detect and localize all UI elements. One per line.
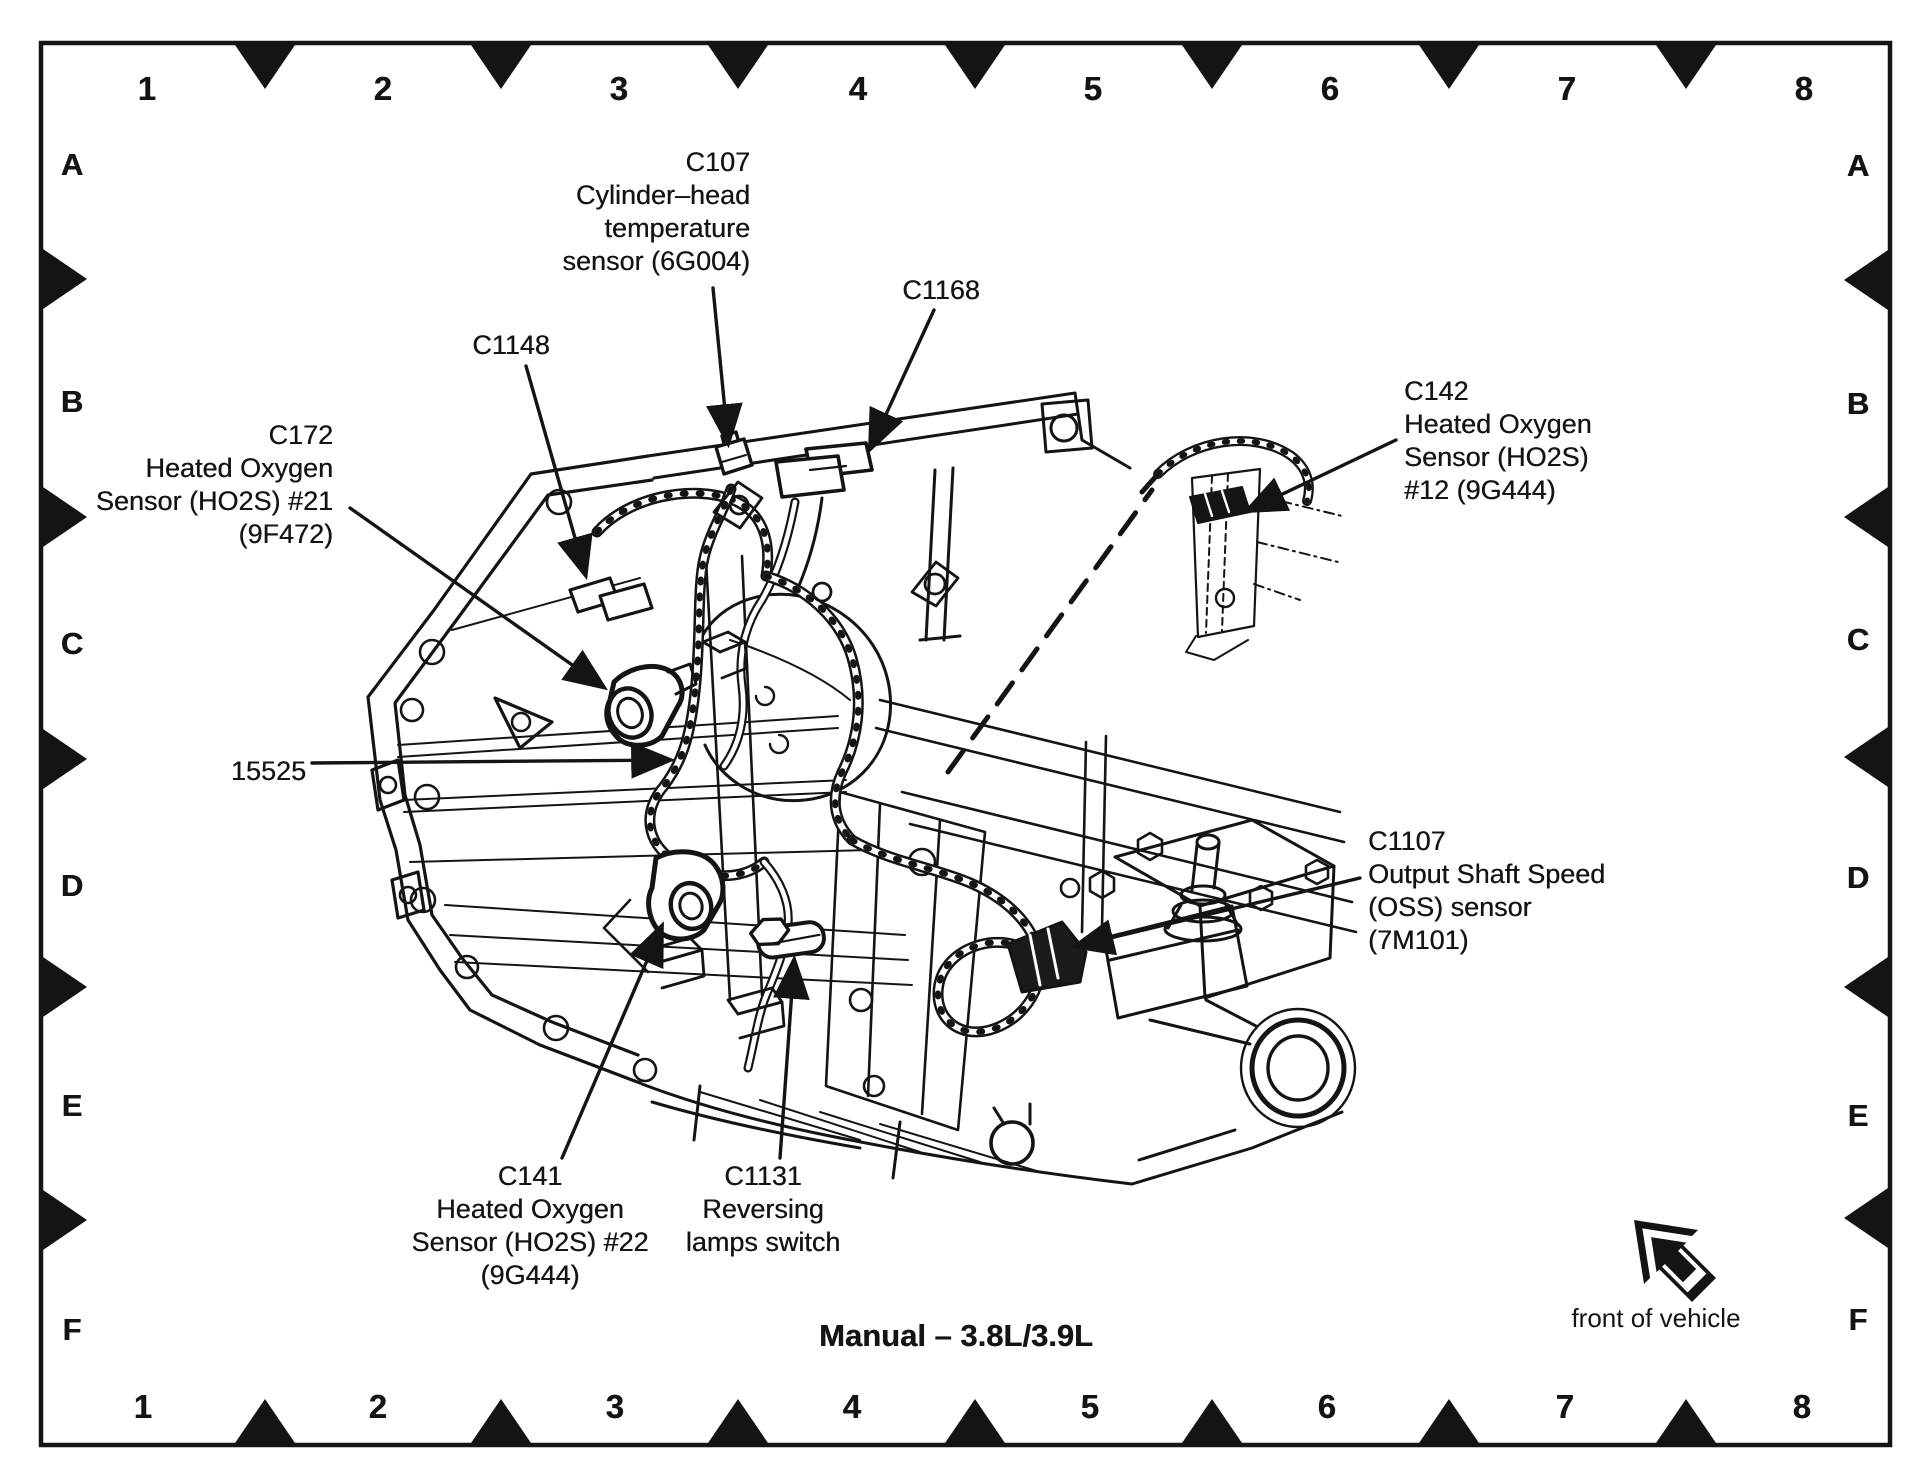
front-of-vehicle-arrow-icon [1634,1220,1716,1302]
callout-c1107: C1107 Output Shaft Speed (OSS) sensor (7M101) [1368,826,1606,955]
grid-row-label: E [1847,1098,1869,1133]
grid-col-label: 2 [368,1388,388,1425]
callout-c1168: C1168 [902,275,980,305]
grid-col-label: 6 [1320,70,1340,107]
grid-col-label: 4 [848,70,868,107]
leader-c107 [713,288,728,441]
grid-col-label: 5 [1083,70,1103,107]
grid-row-label: D [60,868,84,903]
leader-15525 [312,760,668,763]
callout-c142: C142 Heated Oxygen Sensor (HO2S) #12 (9G444) [1404,376,1592,505]
grid-col-label: 1 [137,70,157,107]
grid-row-label: A [60,147,84,182]
transmission-drawing [312,288,1396,1184]
connector-oss-c1107 [1008,922,1086,992]
grid-col-label: 7 [1555,1388,1575,1425]
sensor-c141-ho2s22 [604,852,723,972]
grid-row-label: A [1846,148,1870,183]
grid-row-label: B [60,384,84,419]
leader-c172 [350,508,602,686]
leader-c1168 [871,310,934,447]
grid-row-label: F [62,1312,82,1347]
callout-c1131: C1131 Reversing lamps switch [685,1161,841,1257]
diagram-caption: Manual – 3.8L/3.9L [819,1318,1093,1353]
leader-c1148 [526,366,585,573]
grid-col-label: 1 [133,1388,153,1425]
leader-c142-dashed [948,490,1152,772]
grid-col-label: 5 [1080,1388,1100,1425]
front-of-vehicle-label: front of vehicle [1571,1303,1741,1333]
callout-c1148: C1148 [472,330,550,360]
grid-col-label: 8 [1792,1388,1812,1425]
grid-row-label: D [1846,860,1870,895]
grid-row-label: C [1846,622,1870,657]
connector-c1148-plug [570,578,652,620]
grid-row-label: C [60,626,84,661]
grid-col-label: 7 [1557,70,1577,107]
callout-c107: C107 Cylinder–head temperature sensor (6G004) [562,147,750,276]
connector-c1168 [776,443,872,497]
callout-c141: C141 Heated Oxygen Sensor (HO2S) #22 (9G444) [411,1161,649,1290]
callout-15525: 15525 [230,756,306,786]
c142-inset-drawing [1142,441,1342,660]
leader-c141 [562,928,661,1158]
connector-c107-plug [716,432,752,474]
grid-col-label: 3 [609,70,629,107]
grid-col-label: 2 [373,70,393,107]
grid-row-label: E [61,1088,83,1123]
grid-row-label: F [1848,1302,1868,1337]
grid-col-label: 6 [1317,1388,1337,1425]
callout-c172: C172 Heated Oxygen Sensor (HO2S) #21 (9F472) [95,420,333,549]
grid-col-label: 8 [1794,70,1814,107]
sensor-c172-ho2s21 [602,664,696,745]
grid-col-label: 4 [842,1388,862,1425]
bracket-ears [714,482,958,606]
frame-tick-triangles [43,45,1888,1443]
frame-border [41,43,1890,1445]
grid-col-label: 3 [605,1388,625,1425]
grid-row-label: B [1846,386,1870,421]
